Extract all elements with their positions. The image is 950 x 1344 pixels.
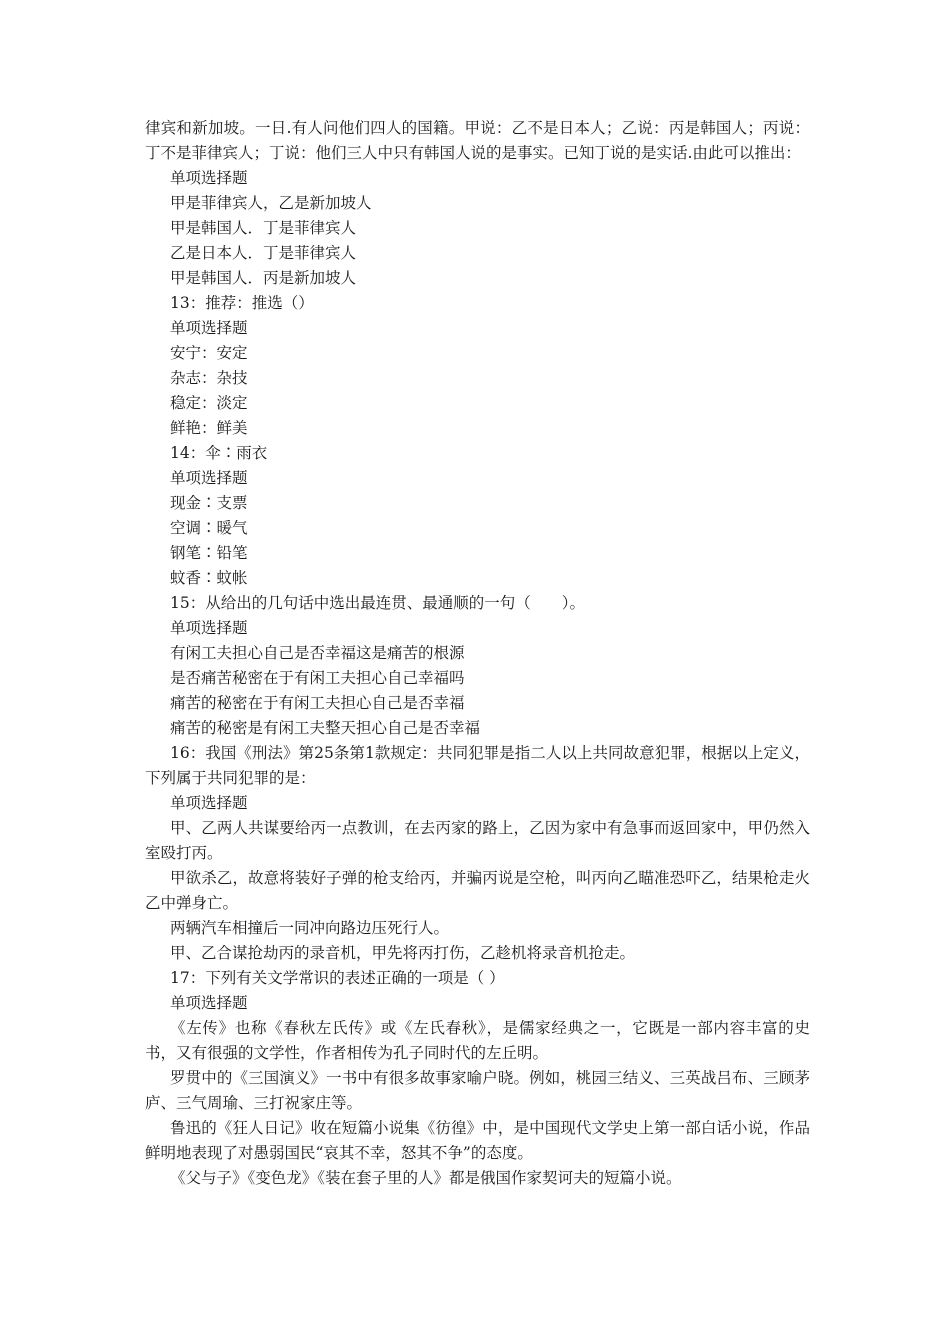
question-17-stem: 17：下列有关文学常识的表述正确的一项是（ ） [170,969,505,987]
option-line: 甲是韩国人．丙是新加坡人 [170,269,357,287]
option-line: 安宁：安定 [170,344,248,362]
option-line: 痛苦的秘密是有闲工夫整天担心自己是否幸福 [170,719,481,737]
option-line: 两辆汽车相撞后一同冲向路边压死行人。 [170,919,450,937]
question-15-stem: 15：从给出的几句话中选出最连贯、最通顺的一句（ ）。 [170,594,585,612]
question-13-stem: 13：推荐：推选（） [170,294,314,312]
question-type-label: 单项选择题 [170,169,248,187]
option-line: 鲁迅的《狂人日记》收在短篇小说集《彷徨》中，是中国现代文学史上第一部白话小说，作品鲜明地表现了对愚弱国民“哀其不幸，怒其不争”的态度。 [145,1119,810,1162]
option-line: 钢笔∶铅笔 [170,544,248,562]
document-body [145,116,810,1191]
question-12-stem-continued: 律宾和新加坡。一日.有人问他们四人的国籍。甲说：乙不是日本人；乙说：丙是韩国人；丙说：丁不是菲律宾人；丁说：他们三人中只有韩国人说的是事实。已知丁说的是实话.由此可以推出： [145,119,810,162]
option-line: 甲是菲律宾人，乙是新加坡人 [170,194,372,212]
question-type-label: 单项选择题 [170,794,248,812]
question-type-label: 单项选择题 [170,994,248,1012]
option-line: 是否痛苦秘密在于有闲工夫担心自己幸福吗 [170,669,465,687]
option-line: 空调∶暖气 [170,519,248,537]
option-line: 甲、乙两人共谋要给丙一点教训，在去丙家的路上，乙因为家中有急事而返回家中，甲仍然入室殴打丙。 [145,819,810,862]
option-line: 现金∶支票 [170,494,248,512]
option-line: 甲是韩国人．丁是菲律宾人 [170,219,357,237]
option-line: 杂志：杂技 [170,369,248,387]
option-line: 罗贯中的《三国演义》一书中有很多故事家喻户晓。例如，桃园三结义、三英战吕布、三顾茅庐、三气周瑜、三打祝家庄等。 [145,1069,810,1112]
option-line: 甲、乙合谋抢劫丙的录音机，甲先将丙打伤，乙趁机将录音机抢走。 [170,944,636,962]
option-line: 《父与子》《变色龙》《装在套子里的人》都是俄国作家契诃夫的短篇小说。 [170,1169,682,1187]
option-line: 蚊香∶蚊帐 [170,569,248,587]
question-type-label: 单项选择题 [170,319,248,337]
option-line: 乙是日本人．丁是菲律宾人 [170,244,357,262]
question-14-stem: 14：伞∶雨衣 [170,444,268,462]
option-line: 稳定：淡定 [170,394,248,412]
option-line: 甲欲杀乙，故意将装好子弹的枪支给丙，并骗丙说是空枪，叫丙向乙瞄准恐吓乙，结果枪走火乙中弹身亡。 [145,869,810,912]
option-line: 有闲工夫担心自己是否幸福这是痛苦的根源 [170,644,465,662]
option-line: 痛苦的秘密在于有闲工夫担心自己是否幸福 [170,694,465,712]
option-line: 《左传》也称《春秋左氏传》或《左氏春秋》，是儒家经典之一，它既是一部内容丰富的史书，又有很强的文学性，作者相传为孔子同时代的左丘明。 [145,1019,810,1062]
question-type-label: 单项选择题 [170,469,248,487]
question-16-stem: 16：我国《刑法》第25条第1款规定：共同犯罪是指二人以上共同故意犯罪，根据以上定义，下列属于共同犯罪的是： [145,744,810,787]
question-type-label: 单项选择题 [170,619,248,637]
option-line: 鲜艳：鲜美 [170,419,248,437]
